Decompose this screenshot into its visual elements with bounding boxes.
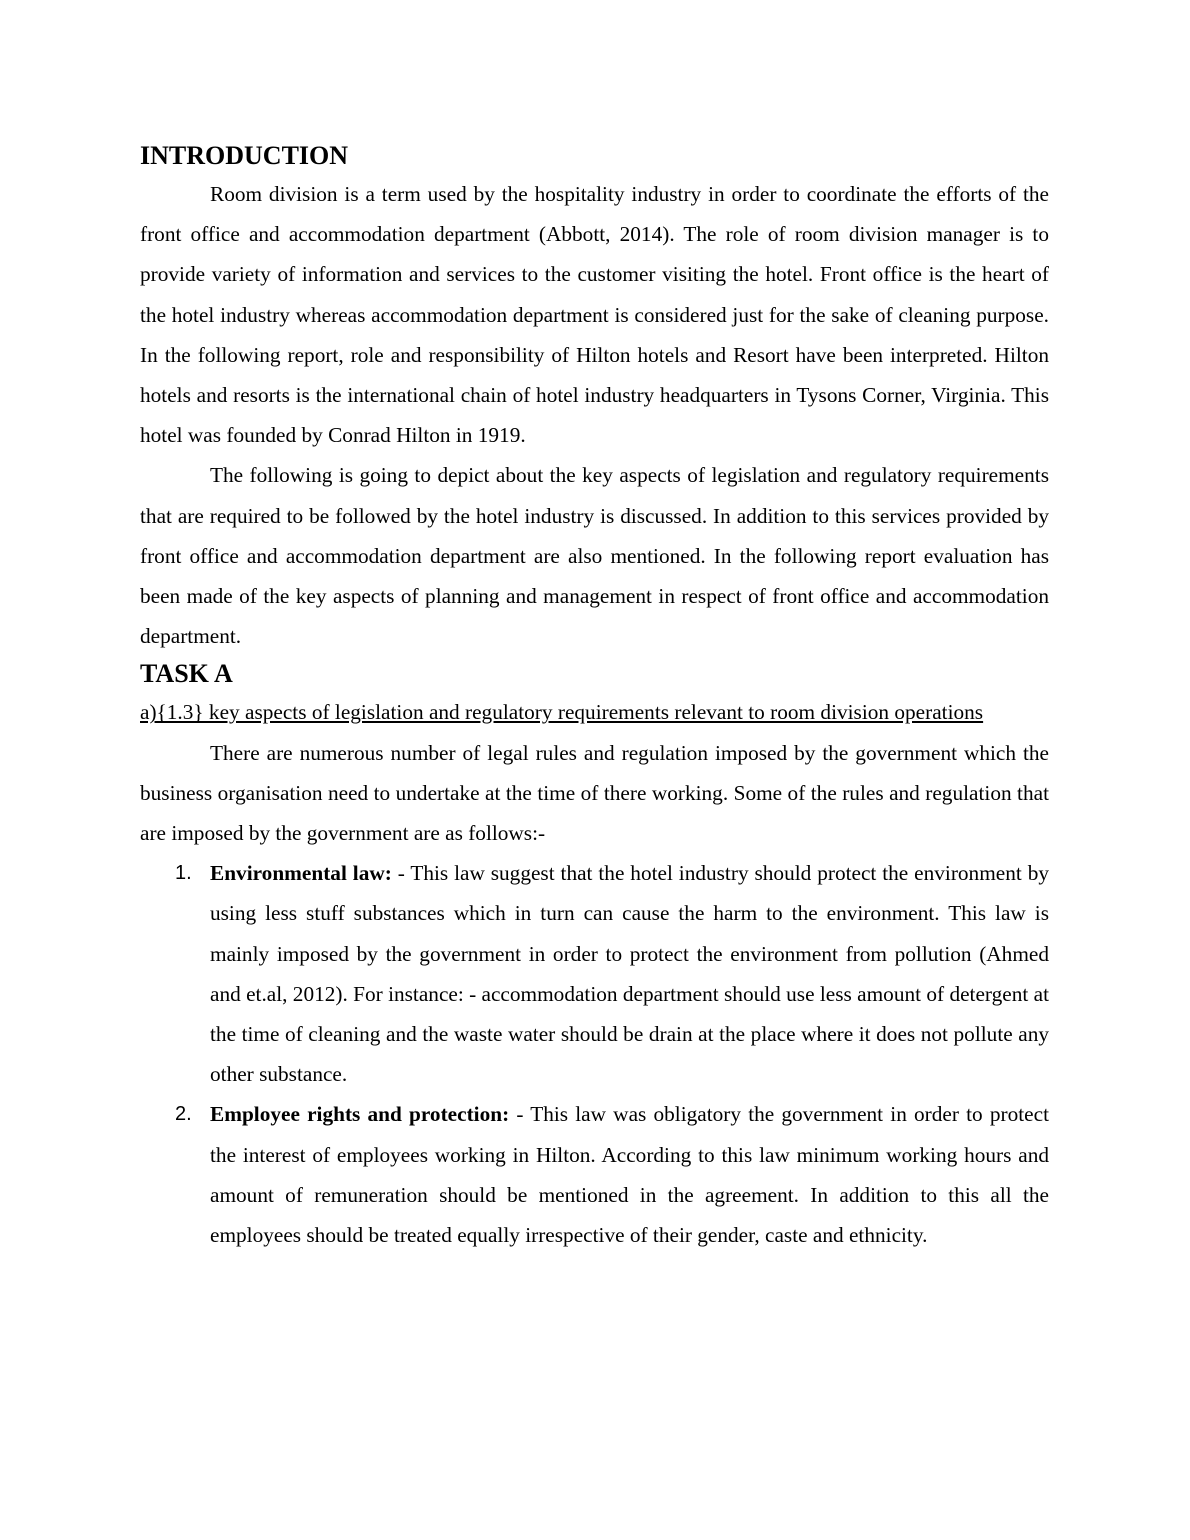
list-item-term: Employee rights and protection: (210, 1102, 510, 1127)
list-number: 1. (175, 862, 192, 885)
task-a-subheading: a){1.3} key aspects of legislation and regulatory requirements relevant to room division operations (140, 700, 984, 725)
task-a-intro-paragraph: There are numerous number of legal rules and regulation imposed by the government which the business organisation need to undertake at the time of there working. Some of the rules and regulation that are imposed by the government are as follows:- (140, 740, 1049, 846)
legislation-list (140, 853, 1049, 1255)
introduction-paragraph-1: Room division is a term used by the hospitality industry in order to coordinate the efforts of the front office and accommodation department (Abbott, 2014). The role of room division manager is to provide variety of information and services to the customer visiting the hotel. Front office is the heart of the hotel industry whereas accommodation department is considered just for the sake of cleaning purpose. In the following report, role and responsibility of Hilton hotels and Resort have been interpreted. Hilton hotels and resorts is the international chain of hotel industry headquarters in Tysons Corner, Virginia. This hotel was founded by Conrad Hilton in 1919. (140, 182, 1049, 448)
list-item-term: Environmental law: (210, 861, 392, 886)
task-a-heading: TASK A (140, 659, 233, 689)
list-number: 2. (175, 1103, 192, 1126)
list-item-environmental-law (140, 853, 1049, 1094)
list-item-text: - This law was obligatory the government in order to protect the interest of employees working in Hilton. According to this law minimum working hours and amount of remuneration should be mentioned in the agreement. In addition to this all the employees should be treated equally irrespective of their gender, caste and ethnicity. (210, 1102, 1049, 1248)
introduction-paragraph-2: The following is going to depict about the key aspects of legislation and regulatory requirements that are required to be followed by the hotel industry is discussed. In addition to this services provided by front office and accommodation department are also mentioned. In the following report evaluation has been made of the key aspects of planning and management in respect of front office and accommodation department. (140, 463, 1049, 649)
list-item-employee-rights (140, 1094, 1049, 1255)
introduction-heading: INTRODUCTION (140, 141, 349, 170)
list-item-text: - This law suggest that the hotel industry should protect the environment by using less stuff substances which in turn can cause the harm to the environment. This law is mainly imposed by the government in order to protect the environment from pollution (Ahmed and et.al, 2012). For instance: - accommodation department should use less amount of detergent at the time of cleaning and the waste water should be drain at the place where it does not pollute any other substance. (210, 861, 1049, 1087)
document-page (140, 138, 1049, 1255)
